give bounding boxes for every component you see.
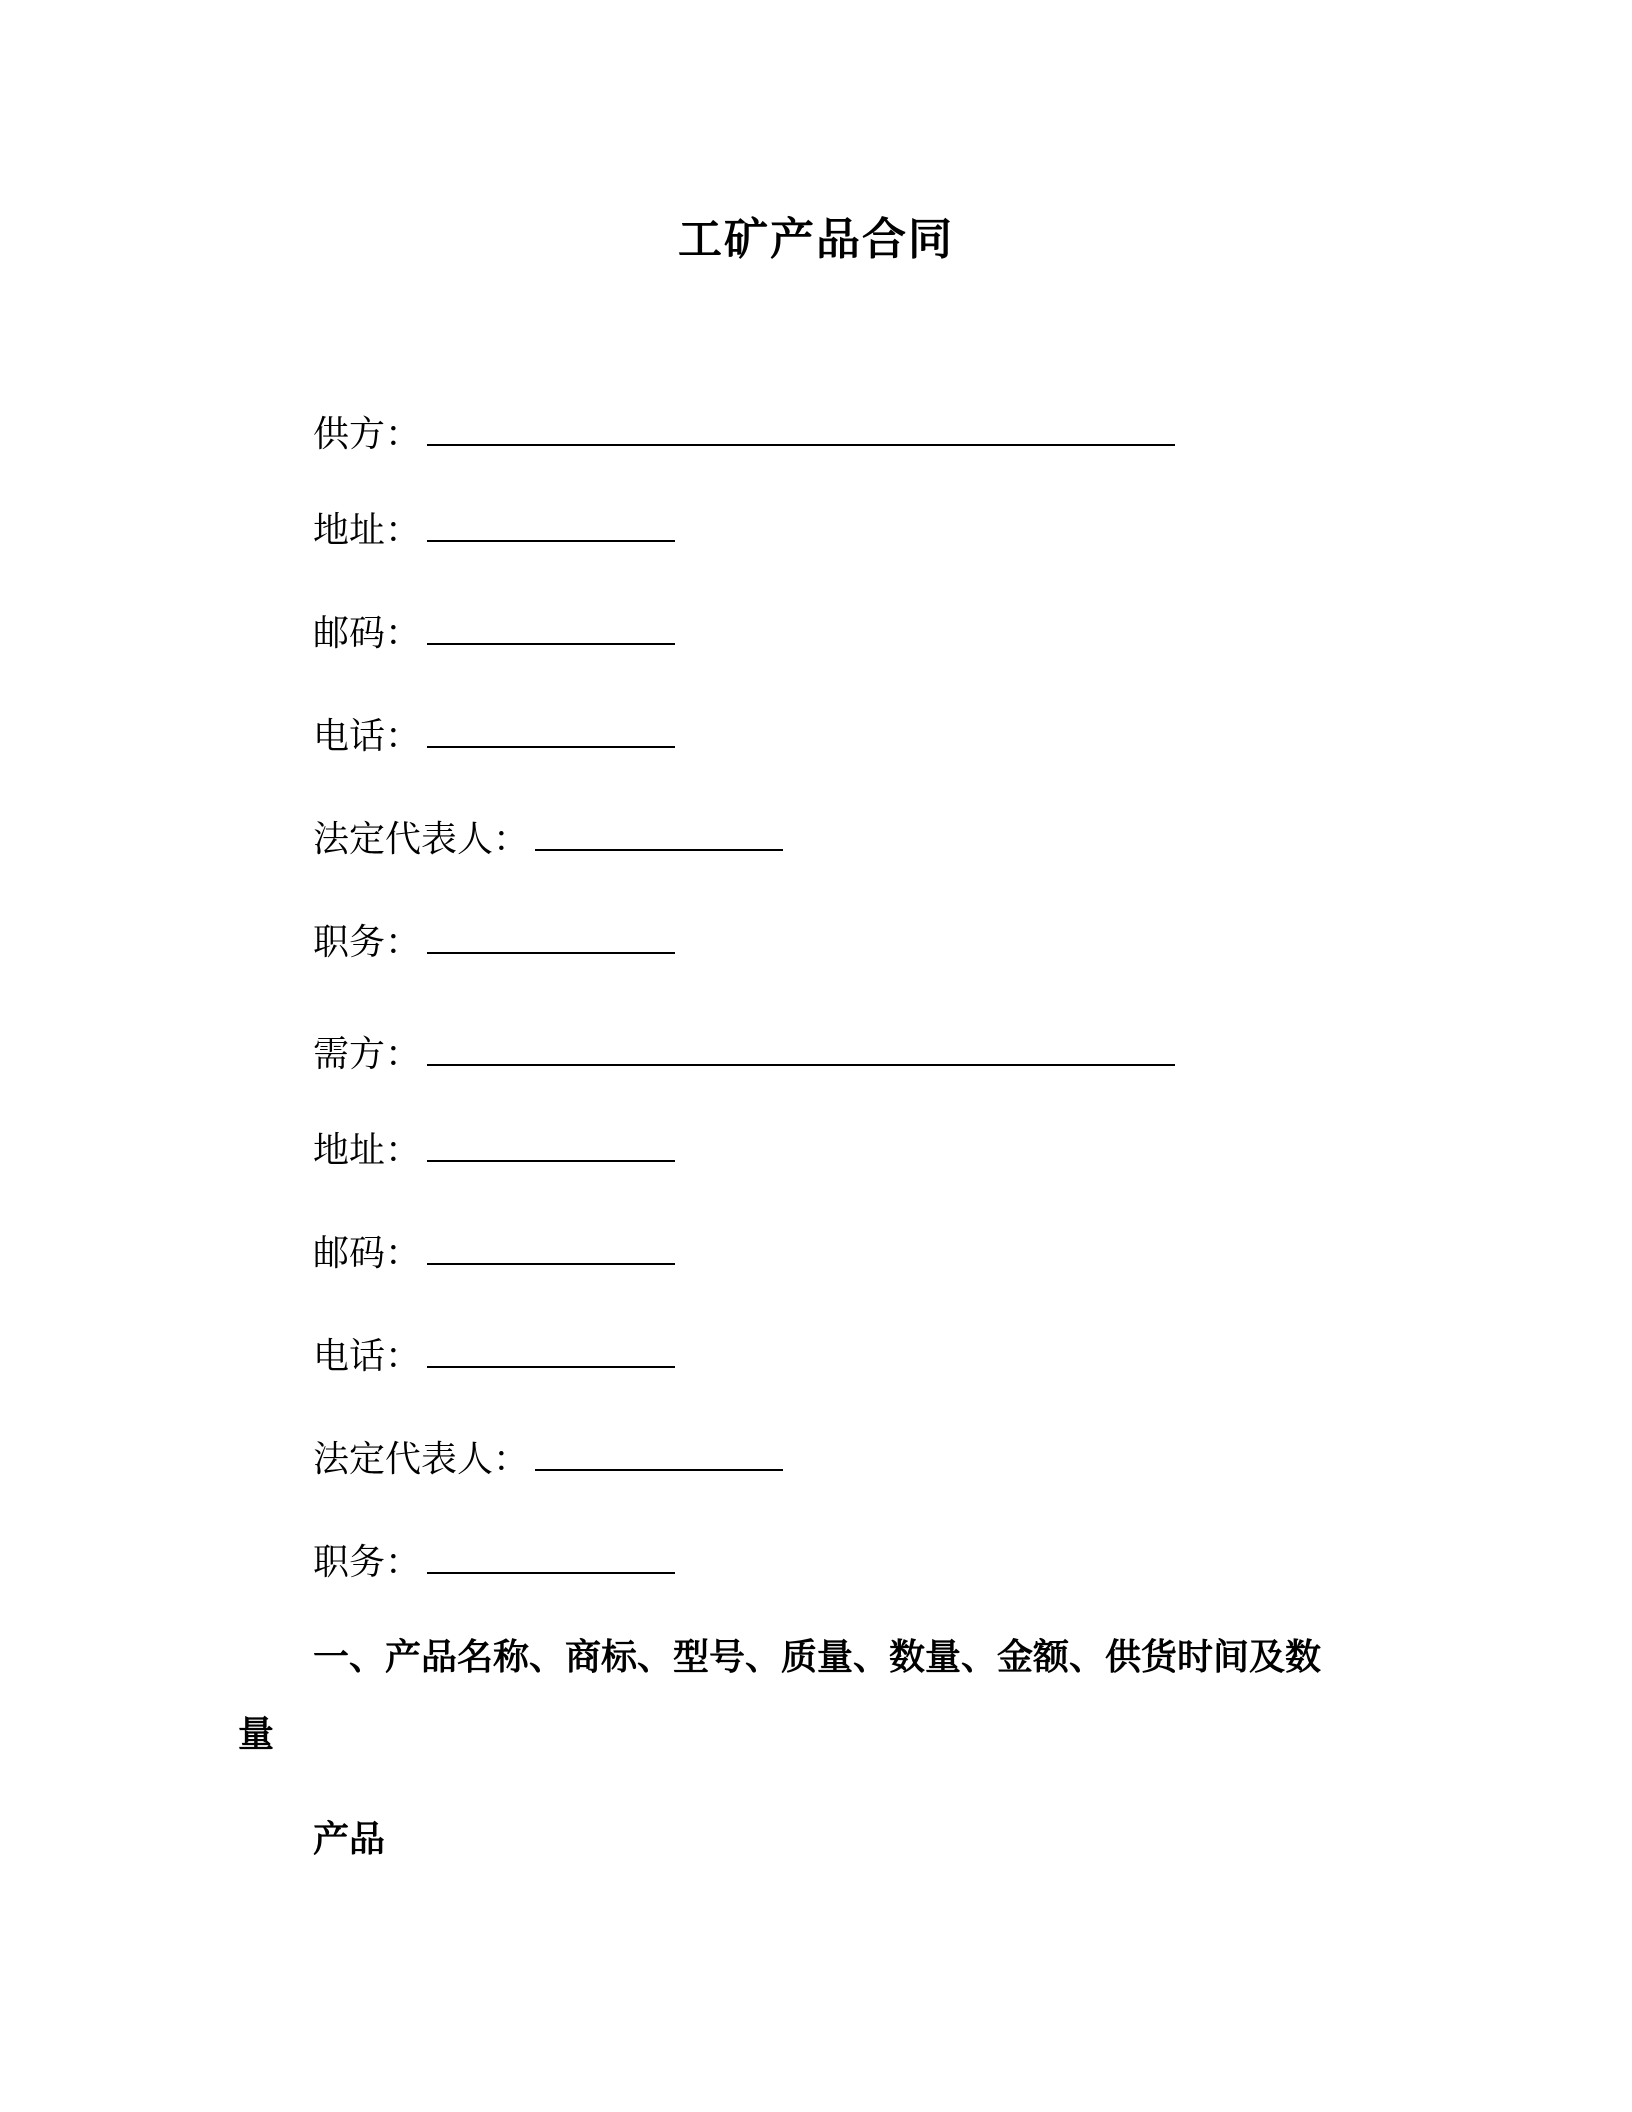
supplier-phone-field — [313, 712, 675, 755]
buyer-position-field — [313, 1538, 675, 1581]
supplier-postcode-field — [313, 609, 675, 652]
supplier-party-label: 供方： — [313, 414, 422, 455]
supplier-position-blank[interactable] — [427, 918, 675, 954]
buyer-position-label: 职务： — [313, 1542, 422, 1583]
buyer-address-blank[interactable] — [427, 1126, 675, 1162]
buyer-phone-blank[interactable] — [427, 1332, 675, 1368]
buyer-postcode-blank[interactable] — [427, 1229, 675, 1265]
buyer-address-label: 地址： — [313, 1130, 422, 1171]
supplier-legal-rep-label: 法定代表人： — [313, 819, 530, 860]
supplier-legal-rep-blank[interactable] — [535, 815, 783, 851]
buyer-legal-rep-blank[interactable] — [535, 1435, 783, 1471]
supplier-postcode-blank[interactable] — [427, 609, 675, 645]
supplier-party-blank[interactable] — [427, 410, 1175, 446]
section-1-heading-continuation: 量 — [238, 1714, 275, 1755]
buyer-postcode-label: 邮码： — [313, 1233, 422, 1274]
buyer-legal-rep-field — [313, 1435, 783, 1478]
supplier-position-field — [313, 918, 675, 961]
supplier-address-blank[interactable] — [427, 506, 675, 542]
supplier-position-label: 职务： — [313, 922, 422, 963]
buyer-phone-label: 电话： — [313, 1336, 422, 1377]
supplier-phone-label: 电话： — [313, 716, 422, 757]
section-1-heading: 一、产品名称、商标、型号、质量、数量、金额、供货时间及数 — [313, 1637, 1322, 1678]
section-1-subheading: 产品 — [313, 1819, 386, 1860]
buyer-phone-field — [313, 1332, 675, 1375]
document-title: 工矿产品合同 — [678, 214, 954, 265]
buyer-position-blank[interactable] — [427, 1538, 675, 1574]
buyer-party-blank[interactable] — [427, 1030, 1175, 1066]
supplier-phone-blank[interactable] — [427, 712, 675, 748]
supplier-postcode-label: 邮码： — [313, 613, 422, 654]
supplier-address-label: 地址： — [313, 510, 422, 551]
buyer-legal-rep-label: 法定代表人： — [313, 1439, 530, 1480]
supplier-address-field — [313, 506, 675, 549]
buyer-party-field — [313, 1030, 1175, 1073]
supplier-party-field — [313, 410, 1175, 453]
buyer-postcode-field — [313, 1229, 675, 1272]
buyer-party-label: 需方： — [313, 1034, 422, 1075]
buyer-address-field — [313, 1126, 675, 1169]
supplier-legal-rep-field — [313, 815, 783, 858]
